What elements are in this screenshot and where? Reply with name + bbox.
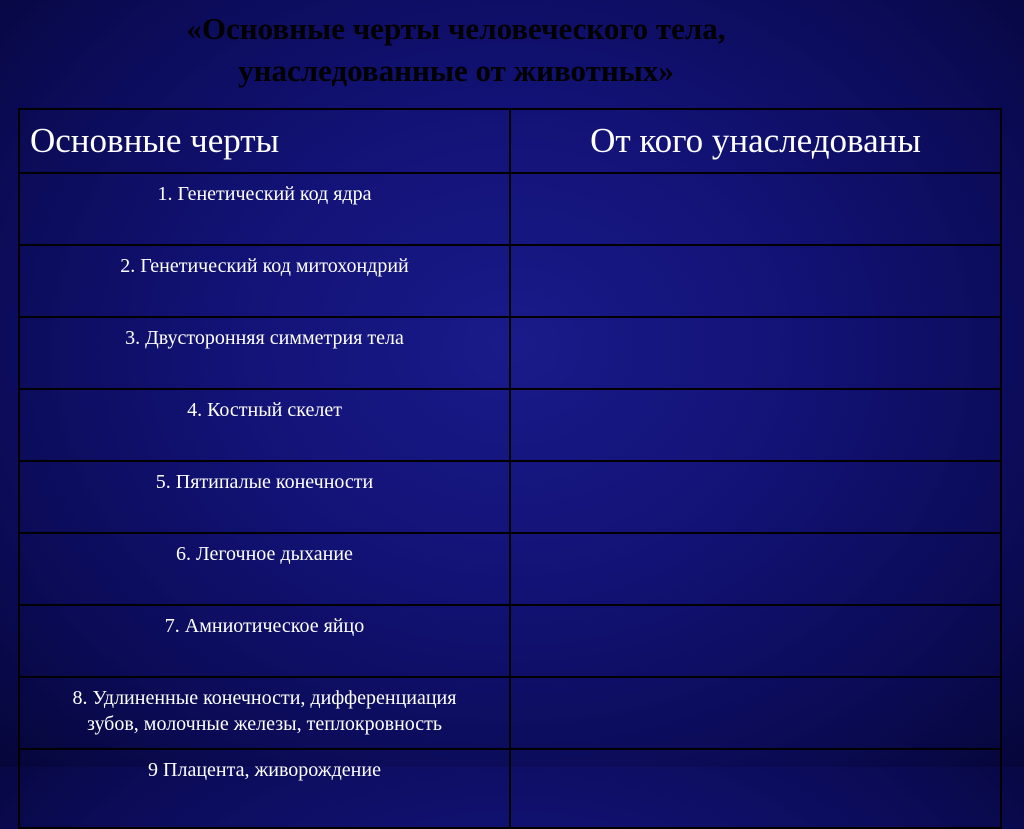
trait-cell: 7. Амниотическое яйцо <box>19 605 510 677</box>
table-row <box>19 533 1001 605</box>
table-row <box>19 245 1001 317</box>
source-cell[interactable] <box>510 245 1001 317</box>
source-cell[interactable] <box>510 605 1001 677</box>
trait-cell: 5. Пятипалые конечности <box>19 461 510 533</box>
source-cell[interactable] <box>510 317 1001 389</box>
trait-cell: 2. Генетический код митохондрий <box>19 245 510 317</box>
table-row <box>19 173 1001 245</box>
slide-title <box>0 8 912 92</box>
source-cell[interactable] <box>510 173 1001 245</box>
slide-title-line2: унаследованные от животных» <box>238 53 674 88</box>
source-cell[interactable] <box>510 389 1001 461</box>
table-header-row <box>19 109 1001 173</box>
trait-cell: 4. Костный скелет <box>19 389 510 461</box>
trait-cell: 3. Двусторонняя симметрия тела <box>19 317 510 389</box>
source-cell[interactable] <box>510 461 1001 533</box>
header-main-traits: Основные черты <box>19 109 510 173</box>
header-inherited-from: От кого унаследованы <box>510 109 1001 173</box>
trait-cell: 1. Генетический код ядра <box>19 173 510 245</box>
source-cell[interactable] <box>510 533 1001 605</box>
trait-cell: 6. Легочное дыхание <box>19 533 510 605</box>
table-row <box>19 461 1001 533</box>
table-row <box>19 389 1001 461</box>
source-cell[interactable] <box>510 677 1001 749</box>
trait-cell: 8. Удлиненные конечности, дифференциация зубов, молочные железы, теплокровность <box>19 677 510 749</box>
table-row <box>19 677 1001 749</box>
trait-cell: 9 Плацента, живорождение <box>19 749 510 828</box>
slide-title-line1: «Основные черты человеческого тела, <box>186 11 726 46</box>
source-cell[interactable] <box>510 749 1001 828</box>
table-row <box>19 749 1001 828</box>
traits-table <box>18 108 1002 829</box>
table-row <box>19 605 1001 677</box>
table-row <box>19 317 1001 389</box>
